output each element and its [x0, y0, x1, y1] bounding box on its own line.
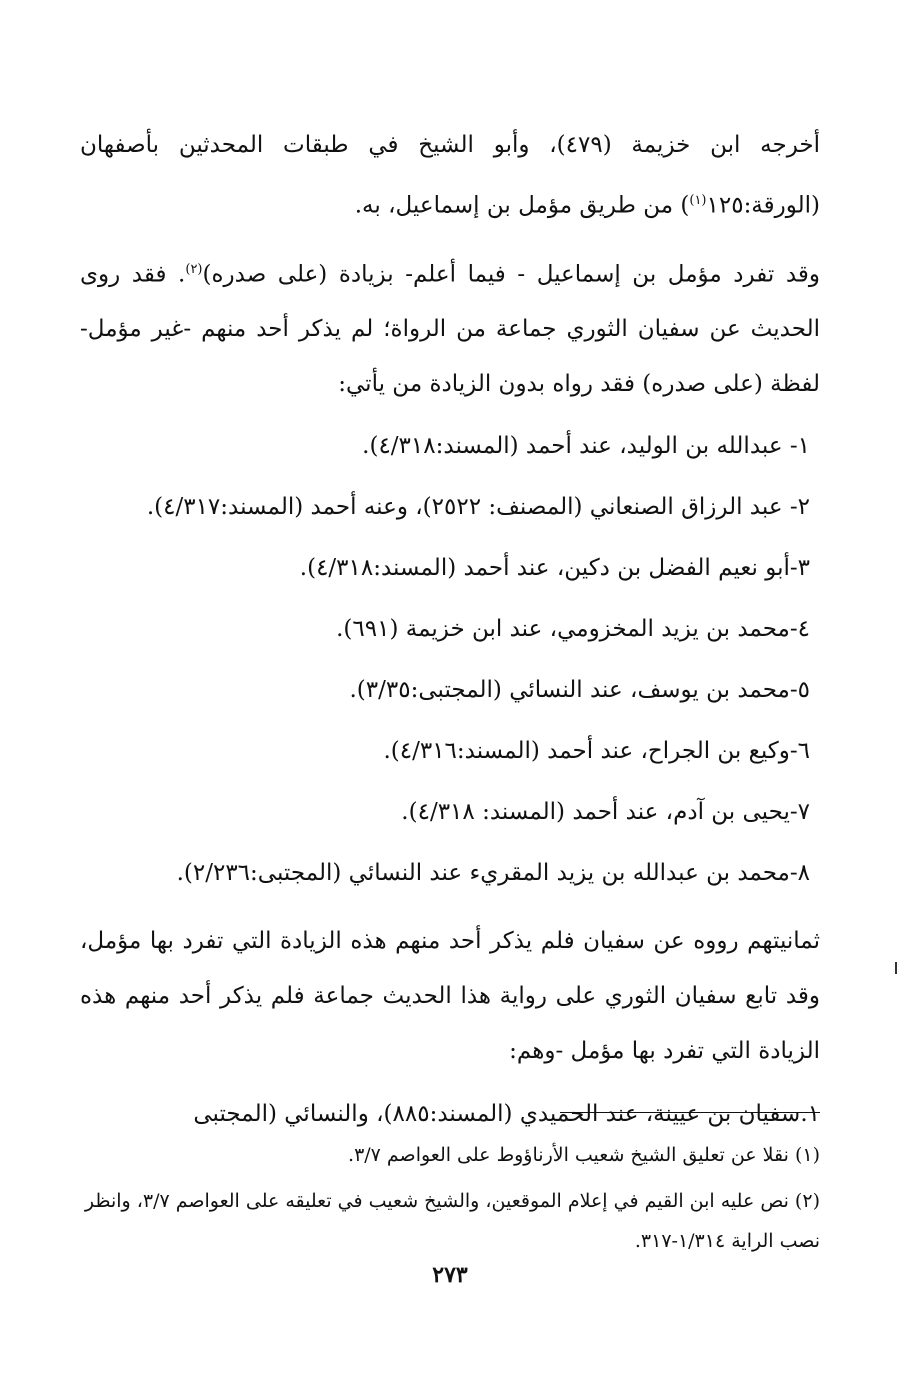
- footnote-1: (١) نقلا عن تعليق الشيخ شعيب الأرناؤوط على العواصم ٣/٧.: [348, 1144, 820, 1166]
- footnote-ref-1[interactable]: (١): [689, 193, 707, 208]
- list-item: ٢- عبد الرزاق الصنعاني (المصنف: ٢٥٢٢)، وعنه أحمد (المسند:٤/٣١٧).: [146, 494, 810, 521]
- paragraph-1-end: ) من طريق مؤمل بن إسماعيل، به.: [354, 192, 690, 219]
- paragraph-4: ١.سفيان بن عيينة، عند الحميدي (المسند:٨٨٥)، والنسائي (المجتبى: [193, 1101, 820, 1128]
- paragraph-2: [80, 242, 820, 413]
- page-body: [80, 118, 820, 1142]
- narrators-list: [80, 426, 820, 893]
- paragraph-1-text: أخرجه ابن خزيمة (٤٧٩)، وأبو الشيخ في طبقات المحدثين بأصفهان (الورقة:١٢٥: [80, 132, 820, 219]
- paragraph-1: [80, 118, 820, 234]
- margin-mark: [895, 962, 897, 974]
- footnote-divider: [560, 1112, 820, 1113]
- list-item: ٣-أبو نعيم الفضل بن دكين، عند أحمد (المسند:٤/٣١٨).: [299, 555, 810, 582]
- list-item: ١- عبدالله بن الوليد، عند أحمد (المسند:٤/٣١٨).: [362, 433, 810, 460]
- paragraph-3: ثمانيتهم رووه عن سفيان فلم يذكر أحد منهم هذه الزيادة التي تفرد بها مؤمل، وقد تابع سفيان الثوري على رواية هذا الحديث جماعة فلم يذكر أحد منهم هذه الزيادة التي تفرد بها مؤمل -وهم:: [80, 928, 820, 1065]
- list-item: ٤-محمد بن يزيد المخزومي، عند ابن خزيمة (٦٩١).: [336, 616, 810, 643]
- paragraph-2-end: . فقد روى الحديث عن سفيان الثوري جماعة من الرواة؛ لم يذكر أحد منهم -غير مؤمل- لفظة (على صدره) فقد رواه بدون الزيادة من يأتي:: [80, 261, 820, 398]
- page-number: ٢٧٣: [432, 1262, 468, 1288]
- footnote-2: (٢) نص عليه ابن القيم في إعلام الموقعين، والشيخ شعيب في تعليقه على العواصم ٣/٧، وانظر نصب الراية ١/٣١٤-٣١٧.: [84, 1190, 820, 1252]
- list-item: ٧-يحيى بن آدم، عند أحمد (المسند: ٤/٣١٨).: [401, 799, 810, 826]
- footnotes: [80, 1135, 820, 1261]
- footnote-ref-2[interactable]: (٢): [185, 261, 203, 277]
- list-item: ٨-محمد بن عبدالله بن يزيد المقريء عند النسائي (المجتبى:٢/٢٣٦).: [176, 860, 810, 887]
- list-item: ٦-وكيع بن الجراح، عند أحمد (المسند:٤/٣١٦).: [383, 738, 810, 765]
- paragraph-2-text: وقد تفرد مؤمل بن إسماعيل - فيما أعلم- بزيادة (على صدره): [202, 261, 820, 288]
- list-item: ٥-محمد بن يوسف، عند النسائي (المجتبى:٣/٣٥).: [349, 677, 810, 704]
